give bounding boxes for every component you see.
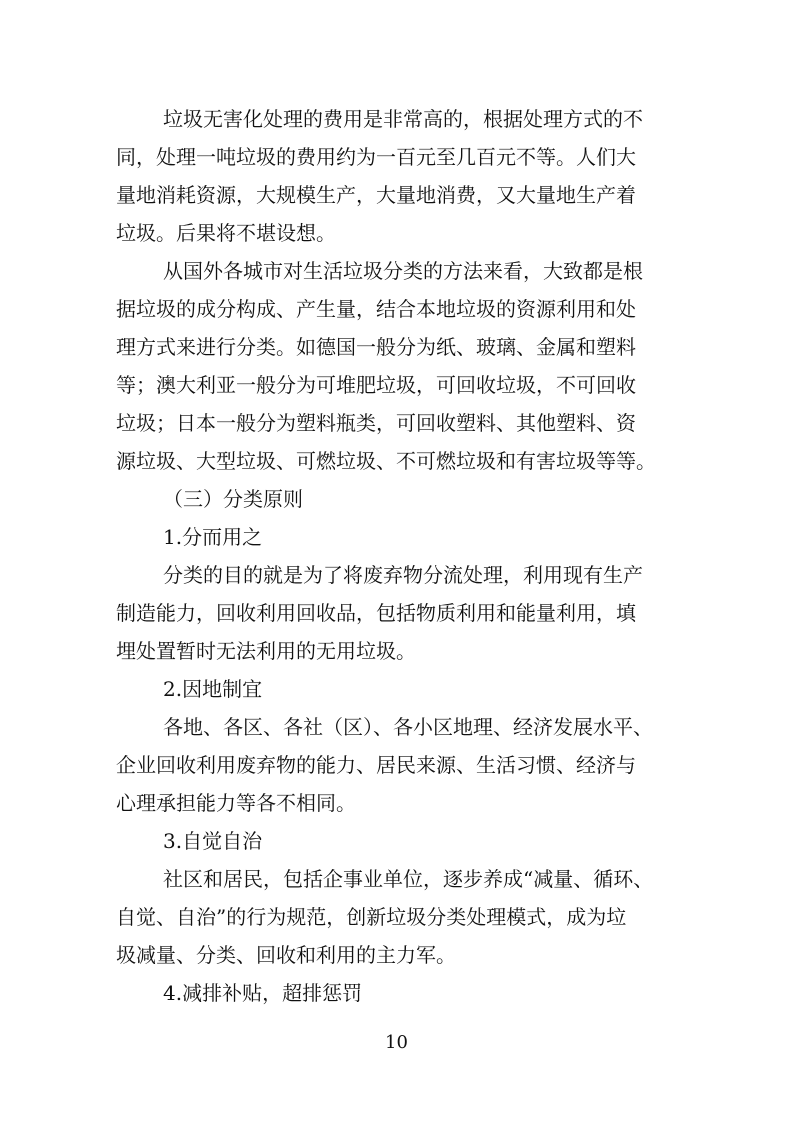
subheading-3: 3.自觉自治 (163, 829, 263, 853)
paragraph-2-line-5: 垃圾；日本一般分为塑料瓶类，可回收塑料、其他塑料、资 (116, 411, 636, 435)
paragraph-2-line-1: 从国外各城市对生活垃圾分类的方法来看，大致都是根 (163, 259, 643, 283)
paragraph-5-line-3: 圾减量、分类、回收和利用的主力军。 (116, 943, 456, 967)
paragraph-3-line-1: 分类的目的就是为了将废弃物分流处理，利用现有生产 (163, 563, 643, 587)
paragraph-4-line-3: 心理承担能力等各不相同。 (116, 791, 356, 815)
subheading-1: 1.分而用之 (163, 525, 263, 549)
paragraph-1-line-1: 垃圾无害化处理的费用是非常高的，根据处理方式的不 (163, 107, 643, 131)
subheading-4: 4.减排补贴，超排惩罚 (163, 981, 363, 1005)
paragraph-5-line-1: 社区和居民，包括企事业单位，逐步养成“减量、循环、 (163, 867, 654, 891)
page-number: 10 (385, 1032, 408, 1053)
paragraph-2-line-3: 理方式来进行分类。如德国一般分为纸、玻璃、金属和塑料 (116, 335, 636, 359)
paragraph-1-line-2: 同，处理一吨垃圾的费用约为一百元至几百元不等。人们大 (116, 145, 636, 169)
paragraph-1-line-4: 垃圾。后果将不堪设想。 (116, 221, 336, 245)
paragraph-2-line-6: 源垃圾、大型垃圾、可燃垃圾、不可燃垃圾和有害垃圾等等。 (116, 449, 656, 473)
paragraph-3-line-3: 埋处置暂时无法利用的无用垃圾。 (116, 639, 416, 663)
subheading-2: 2.因地制宜 (163, 677, 263, 701)
paragraph-3-line-2: 制造能力，回收利用回收品，包括物质利用和能量利用，填 (116, 601, 636, 625)
paragraph-2-line-2: 据垃圾的成分构成、产生量，结合本地垃圾的资源利用和处 (116, 297, 636, 321)
paragraph-4-line-2: 企业回收利用废弃物的能力、居民来源、生活习惯、经济与 (116, 753, 636, 777)
paragraph-1-line-3: 量地消耗资源，大规模生产，大量地消费，又大量地生产着 (116, 183, 636, 207)
paragraph-2-line-4: 等；澳大利亚一般分为可堆肥垃圾，可回收垃圾，不可回收 (116, 373, 636, 397)
paragraph-5-line-2: 自觉、自治”的行为规范，创新垃圾分类处理模式，成为垃 (116, 905, 627, 929)
paragraph-4-line-1: 各地、各区、各社（区）、各小区地理、经济发展水平、 (163, 715, 653, 739)
section-heading: （三）分类原则 (163, 487, 303, 511)
